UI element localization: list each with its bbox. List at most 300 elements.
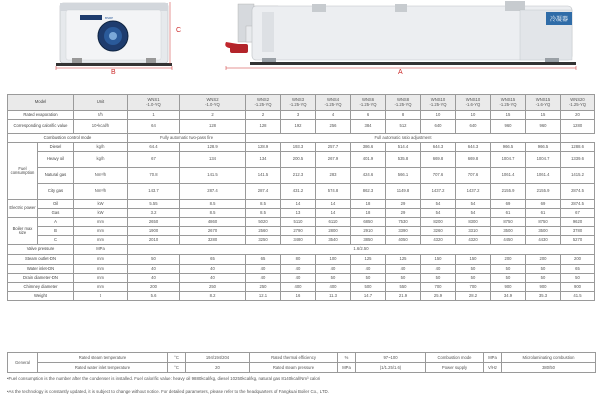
table-row [8,111,595,120]
row-unit: MPa [74,245,128,255]
row-unit: kg/h [74,143,128,152]
header-model-code: WNS10 -1.6-YQ [456,95,491,111]
general-cell: % [338,353,356,363]
value-cell: 1437.2 [456,184,491,200]
value-cell: 401.9 [351,152,386,168]
value-cell: 50 [491,265,526,274]
value-cell: 10 [421,111,456,120]
value-cell: 5.6 [128,292,180,301]
general-cell: Power supply [426,363,484,373]
general-cell: 20 [186,363,250,373]
table-row [8,184,595,200]
value-cell: 1004.7 [526,152,561,168]
value-cell: 128 [180,120,246,134]
row-unit: kW [74,200,128,209]
value-cell: 3310 [456,227,491,236]
value-cell: 1288.6 [561,143,595,152]
value-cell: 40 [180,274,246,283]
table-row [8,283,595,292]
row-unit: mm [74,265,128,274]
value-cell: 28.2 [456,292,491,301]
value-cell: 8300 [456,218,491,227]
value-cell: 54 [421,209,456,218]
row-label: Combustion control mode [8,134,128,143]
value-cell: 100 [316,255,351,265]
header-model-code: WNS8 -1.25-YQ [386,95,421,111]
value-cell: 40 [351,265,386,274]
row-unit: mm [74,236,128,245]
value-cell: 535.8 [386,152,421,168]
value-cell: 3850 [351,236,386,245]
value-cell: 2790 [281,227,316,236]
value-cell: 70.8 [128,168,180,184]
table-row [8,218,595,227]
value-cell: 1900 [128,227,180,236]
value-cell: 12.1 [246,292,281,301]
header-model-code: WNS2 -1.0-YQ [180,95,246,111]
value-cell: 257.7 [316,143,351,152]
value-cell: 128.9 [246,143,281,152]
value-cell: 960 [526,120,561,134]
value-cell: 128 [246,120,281,134]
row-label: Valve pressure [8,245,74,255]
header-model-code: WNS6 -1.25-YQ [351,95,386,111]
row-label: Rated evaporation [8,111,74,120]
value-cell: 40 [180,265,246,274]
value-cell: 900 [561,283,595,292]
group-label: Electric power [8,200,38,218]
boiler-drawing-area [0,0,600,88]
value-cell: 8.5 [180,209,246,218]
value-cell: 41.5 [561,292,595,301]
value-cell: 644.3 [456,143,491,152]
table-row [8,227,595,236]
value-cell: 4450 [491,236,526,245]
table-row [8,143,595,152]
value-cell: 2560 [246,227,281,236]
value-cell: 40 [281,274,316,283]
value-cell: 80 [281,255,316,265]
value-cell: 67 [561,209,595,218]
table-row [8,245,595,255]
value-cell: 25.9 [421,292,456,301]
dimension-c-label: C [176,27,182,34]
value-cell: 125 [351,255,386,265]
group-label: Boiler max size [8,218,38,245]
row-label: Water inlet-DN [8,265,74,274]
row-label: Weight [8,292,74,301]
value-cell: 50 [128,255,180,265]
value-cell: 13 [281,209,316,218]
header-model-code: WNS15 -1.25-YQ [491,95,526,111]
value-cell: 50 [316,274,351,283]
table-row [8,200,595,209]
value-cell: 21.9 [386,292,421,301]
value-cell: 11.3 [316,292,351,301]
value-cell: 3280 [180,236,246,245]
table-row [8,95,595,111]
row-unit: t [74,292,128,301]
row-unit: mm [74,255,128,265]
sub-label: Gas [38,209,74,218]
value-cell: 5270 [561,236,595,245]
header-model: Model [8,95,74,111]
value-cell: 8 [386,111,421,120]
value-cell: 29 [386,200,421,209]
value-cell: 65 [180,255,246,265]
general-cell: Rated water inlet temperature [38,363,168,373]
value-cell: 29 [386,209,421,218]
general-table [7,352,596,373]
value-cell: 134 [180,152,246,168]
value-cell: 669.8 [456,152,491,168]
value-cell: 9620 [561,218,595,227]
value-cell: 2650 [128,218,180,227]
row-unit: t/h [74,111,128,120]
table-row [8,168,595,184]
footnote-update: •As the technology is constantly updated, it is subject to change without notice. For detailed parameters, please refer to the headquarters of Fangkuai Boiler Co., LTD. [7,389,329,394]
table-row [8,134,595,143]
value-cell: 212.3 [281,168,316,184]
value-cell: 8200 [421,218,456,227]
row-unit: kg/h [74,152,128,168]
value-cell: 250 [180,283,246,292]
general-cell: Microlaminating combustion [502,353,596,363]
value-cell: 574.8 [316,184,351,200]
value-cell: 500 [351,283,386,292]
value-cell: 50 [386,274,421,283]
general-cell: 380/50 [502,363,596,373]
value-cell: 283 [316,168,351,184]
dimension-a-label: A [398,69,403,76]
boiler-front-view [56,2,172,70]
value-cell: 15 [526,111,561,120]
value-cell: 2155.9 [491,184,526,200]
value-cell: 3 [281,111,316,120]
value-cell: 50 [421,274,456,283]
general-row [8,353,596,363]
value-cell: 6110 [316,218,351,227]
value-cell: 40 [316,265,351,274]
table-row [8,265,595,274]
value-cell: 150 [456,255,491,265]
general-cell: Rated steam pressure [250,363,338,373]
value-cell: 2155.9 [526,184,561,200]
general-cell: Rated steam temperature [38,353,168,363]
value-cell: 34.9 [491,292,526,301]
value-cell: 4 [316,111,351,120]
header-model-code: WNS10 -1.25-YQ [421,95,456,111]
footnote-fuel: •Fuel consumption is the number after the condenser is installed. Fuel calorific value: heavy oil 9880kcal/kg, diesel 10250kcal/kg, natural gas 8140kcal/Nm³ calori [7,376,321,381]
value-cell: 1149.8 [386,184,421,200]
value-cell: 287.4 [246,184,281,200]
value-cell: 125 [386,255,421,265]
sub-label: City gas [38,184,74,200]
sub-label: Natural gas [38,168,74,184]
value-cell: 200 [526,255,561,265]
value-cell: 5020 [246,218,281,227]
value-cell: 900 [526,283,561,292]
value-cell: 20 [561,111,595,120]
general-cell: MPa [484,353,502,363]
value-cell: 1061.4 [526,168,561,184]
value-cell: 3480 [281,236,316,245]
value-cell: 424.6 [351,168,386,184]
value-cell: 40 [281,265,316,274]
value-cell: 192 [281,120,316,134]
value-cell: 3250 [246,236,281,245]
value-cell: 700 [456,283,491,292]
value-cell: 267.9 [316,152,351,168]
value-cell: 3540 [316,236,351,245]
general-cell: 194/194/204 [186,353,250,363]
value-cell: 40 [246,274,281,283]
row-unit: kW [74,209,128,218]
header-model-code: WNS3 -1.25-YQ [281,95,316,111]
row-unit: Nm³/h [74,184,128,200]
value-cell: 200 [491,255,526,265]
value-cell: 640 [421,120,456,134]
value-cell: 512 [386,120,421,134]
value-cell: 1 [128,111,180,120]
value-cell: 61 [526,209,561,218]
specification-table [7,94,595,301]
value-cell: 50 [456,265,491,274]
value-cell: 40 [128,265,180,274]
value-cell: 640 [456,120,491,134]
value-cell: 2910 [351,227,386,236]
value-cell: 35.3 [526,292,561,301]
value-cell: 2 [180,111,246,120]
value-cell: 69 [526,200,561,209]
value-cell: 14 [316,209,351,218]
value-cell: 16 [281,292,316,301]
value-cell: 6850 [351,218,386,227]
value-cell: 400 [281,283,316,292]
value-cell: 69 [491,200,526,209]
row-unit: Nm³/h [74,168,128,184]
value-cell: 50 [526,274,561,283]
value-cell: 1339.6 [561,152,595,168]
header-unit: Unit [74,95,128,111]
value-cell: 966.5 [491,143,526,152]
table-row [8,274,595,283]
value-cell: 1.6/2.50 [128,245,595,255]
value-cell: 966.5 [526,143,561,152]
header-model-code: WNS1 -1.0-YQ [128,95,180,111]
value-cell: 54 [456,209,491,218]
general-cell: °C [168,353,186,363]
value-cell: 1437.2 [421,184,456,200]
value-cell: 2874.5 [561,200,595,209]
value-cell: 18 [351,209,386,218]
value-cell: 8750 [526,218,561,227]
value-cell: 64.4 [128,143,180,152]
row-label: Steam outlet-DN [8,255,74,265]
header-model-code: WNS2 -1.25-YQ [246,95,281,111]
value-cell: 3390 [386,227,421,236]
value-cell: 550 [386,283,421,292]
value-cell: 644.3 [421,143,456,152]
value-cell: 40 [246,265,281,274]
row-unit: mm [74,274,128,283]
value-cell: 1280 [561,120,595,134]
sub-label: Diesel [38,143,74,152]
sub-label: Heavy oil [38,152,74,168]
value-cell: 707.6 [421,168,456,184]
value-cell: 669.8 [421,152,456,168]
value-cell: 4050 [386,236,421,245]
value-cell: 3500 [526,227,561,236]
value-cell: 4430 [526,236,561,245]
table-row [8,120,595,134]
row-unit: mm [74,283,128,292]
value-cell: 14.7 [351,292,386,301]
value-cell: 67 [128,152,180,168]
value-cell: 150 [421,255,456,265]
value-cell: 1004.7 [491,152,526,168]
value-cell: 3.2 [128,209,180,218]
value-cell: 14 [316,200,351,209]
general-cell: °C [168,363,186,373]
value-cell: 200.5 [281,152,316,168]
value-cell: 2670 [180,227,246,236]
value-cell: 50 [456,274,491,283]
dimension-b-label: B [111,69,116,76]
value-cell: 143.7 [128,184,180,200]
table-row [8,255,595,265]
sub-label: B [38,227,74,236]
value-cell: 8.5 [246,200,281,209]
value-cell: 40 [386,265,421,274]
value-cell: 54 [456,200,491,209]
value-cell: 4860 [180,218,246,227]
value-cell: 18 [351,200,386,209]
sub-label: A [38,218,74,227]
value-cell: 862.3 [351,184,386,200]
general-title: General [8,353,38,373]
value-cell: 50 [351,274,386,283]
sub-label: Oil [38,200,74,209]
value-cell: 61 [491,209,526,218]
value-cell: 3500 [491,227,526,236]
value-cell: 2 [246,111,281,120]
value-cell: 1061.4 [491,168,526,184]
value-cell: 287.4 [180,184,246,200]
value-cell: 200 [561,255,595,265]
value-cell: 200 [128,283,180,292]
value-cell: 514.4 [386,143,421,152]
group-label: Fuel consumption [8,143,38,200]
row-unit: mm [74,218,128,227]
value-cell: 65 [561,265,595,274]
value-cell: 256 [316,120,351,134]
value-cell: 4320 [421,236,456,245]
header-model-code: WNS15 -1.6-YQ [526,95,561,111]
general-cell: (1/1.25/1.6) [356,363,426,373]
general-cell: Combustion mode [426,353,484,363]
value-cell: 141.5 [246,168,281,184]
value-cell: 3260 [421,227,456,236]
value-cell: 250 [246,283,281,292]
value-cell: 5110 [281,218,316,227]
sub-label: C [38,236,74,245]
value-cell: 5.55 [128,200,180,209]
value-cell: 15 [491,111,526,120]
row-label: Corresponding calorific value [8,120,74,134]
general-cell: 97~100 [356,353,426,363]
value-cell: 2010 [128,236,180,245]
value-cell: 1415.2 [561,168,595,184]
value-cell: 2874.5 [561,184,595,200]
value-cell: 2800 [316,227,351,236]
row-label: Chimney diameter [8,283,74,292]
value-cell: 960 [491,120,526,134]
general-cell: MPa [338,363,356,373]
value-cell: 50 [526,265,561,274]
value-cell: 8.2 [180,292,246,301]
value-cell: 386.6 [351,143,386,152]
value-cell: 141.5 [180,168,246,184]
value-cell: 3780 [561,227,595,236]
value-cell: 566.1 [386,168,421,184]
combustion-mode-a: Fully automatic two-pass fire [128,134,246,143]
table-row [8,152,595,168]
table-row [8,209,595,218]
table-row [8,236,595,245]
value-cell: 431.2 [281,184,316,200]
value-cell: 54 [421,200,456,209]
row-unit: mm [74,227,128,236]
value-cell: 128.9 [180,143,246,152]
boiler-side-view [225,1,576,70]
boiler-drawing [0,0,600,88]
value-cell: 134 [246,152,281,168]
value-cell: 50 [561,274,595,283]
header-model-code: WNS4 -1.25-YQ [316,95,351,111]
value-cell: 7530 [386,218,421,227]
value-cell: 6 [351,111,386,120]
value-cell: 4320 [456,236,491,245]
row-unit: 10⁴kcal/h [74,120,128,134]
value-cell: 8750 [491,218,526,227]
general-row [8,363,596,373]
value-cell: 8.5 [180,200,246,209]
value-cell: 700 [421,283,456,292]
value-cell: 193.3 [281,143,316,152]
general-cell: Rated thermal efficiency [250,353,338,363]
header-model-code: WNS20 -1.25-YQ [561,95,595,111]
value-cell: 40 [421,265,456,274]
value-cell: 707.6 [456,168,491,184]
general-cell: V/Hz [484,363,502,373]
brand-plate: 冷凝器 [549,16,569,23]
value-cell: 400 [316,283,351,292]
value-cell: 900 [491,283,526,292]
row-label: Drain diameter-DN [8,274,74,283]
value-cell: 10 [456,111,491,120]
svg-text:BSRP: BSRP [105,16,114,20]
value-cell: 384 [351,120,386,134]
value-cell: 64 [128,120,180,134]
value-cell: 14 [281,200,316,209]
combustion-mode-b: Full automatic ratio adjustment [246,134,561,143]
value-cell: 50 [491,274,526,283]
table-row [8,292,595,301]
value-cell: 65 [246,255,281,265]
value-cell: 8.5 [246,209,281,218]
value-cell: 40 [128,274,180,283]
